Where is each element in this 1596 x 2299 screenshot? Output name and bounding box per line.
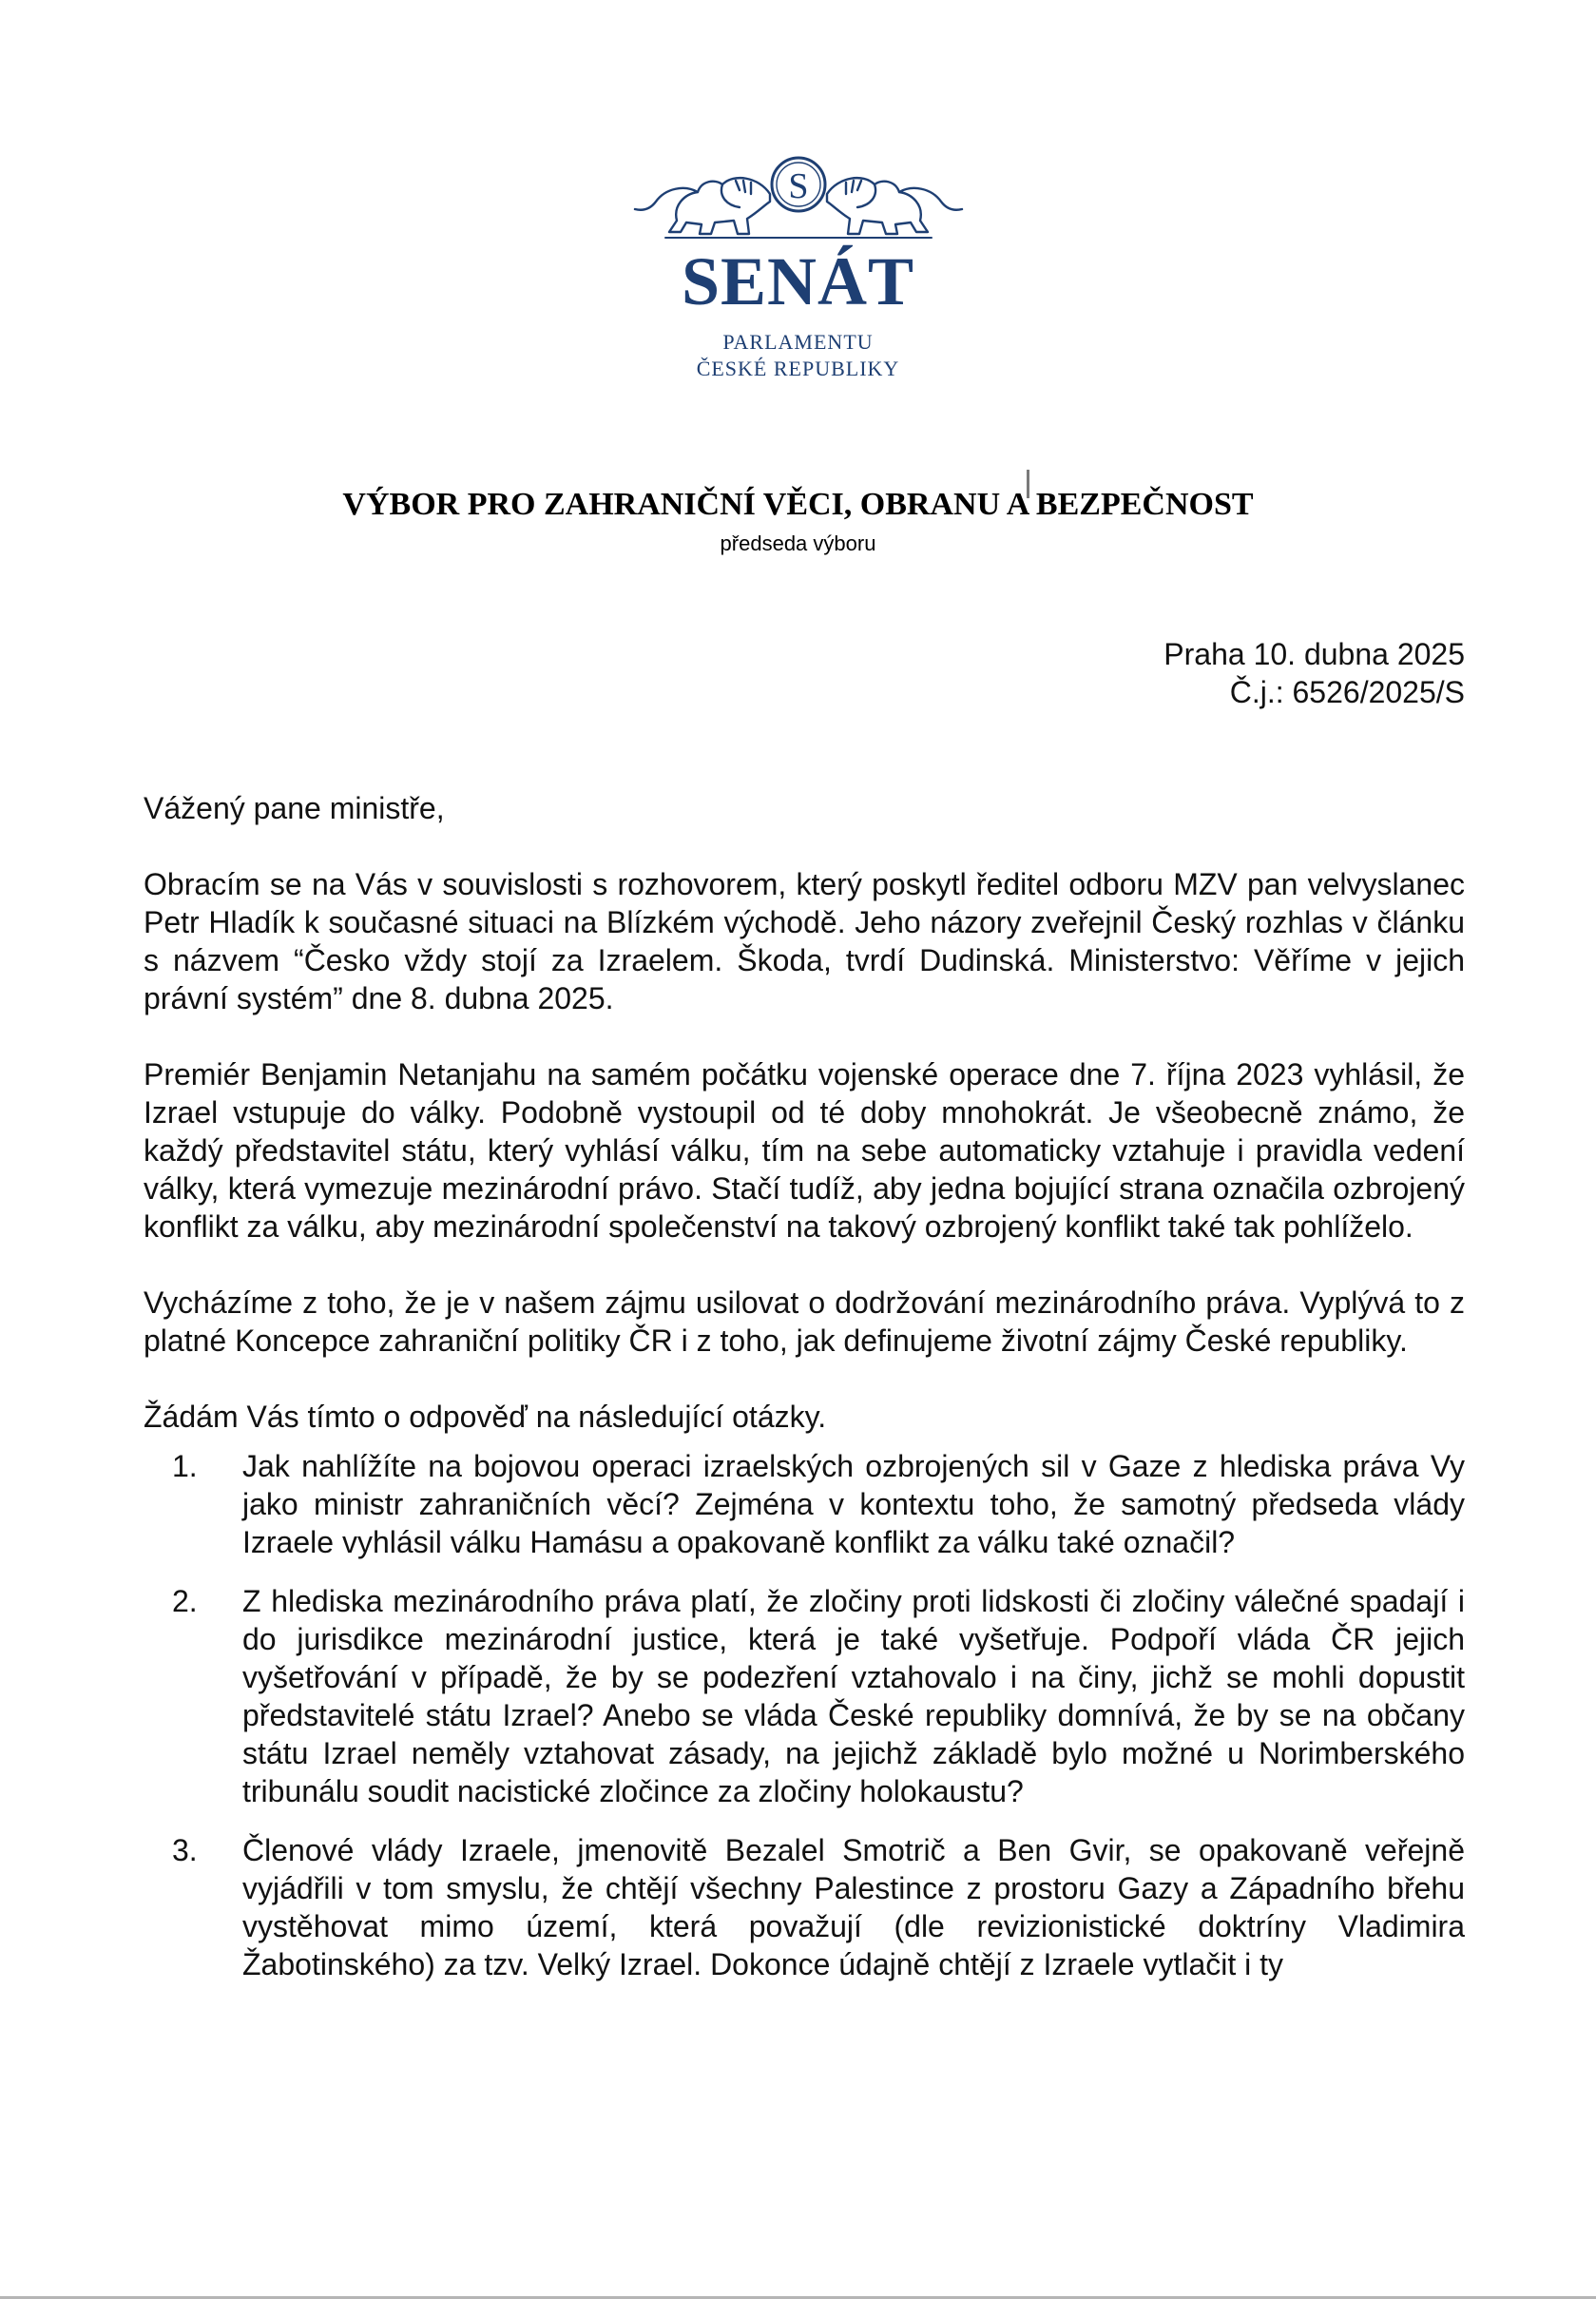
question-number: 2. bbox=[172, 1584, 198, 1618]
letter-meta bbox=[1163, 635, 1465, 711]
letter-body bbox=[144, 789, 1465, 2004]
reference-number: Č.j.: 6526/2025/S bbox=[1229, 675, 1465, 709]
paragraph: Obracím se na Vás v souvislosti s rozhovorem, který poskytl ředitel odboru MZV pan velvyslanec Petr Hladík k současné situaci na Blízkém východě. Jeho názory zveřejnil Český rozhlas v článku s názvem “Česko vždy stojí za Izraelem. Škoda, tvrdí Dudinská. Ministerstvo: Věříme v jejich právní systém” dne 8. dubna 2025. bbox=[144, 867, 1465, 1015]
question-text: Z hlediska mezinárodního práva platí, že zločiny proti lidskosti či zločiny válečné spadají i do jurisdikce mezinárodní justice, která je také vyšetřuje. Podpoří vláda ČR jejich vyšetřování v případě, že by se podezření vztahovalo i na činy, jichž se mohli dopustit představitelé státu Izrael? Anebo se vláda České republiky domnívá, že by se na občany státu Izrael neměly vztahovat zásady, na jejichž základě bylo možné u Norimberského tribunálu soudit nacistické zločince za zločiny holokaustu? bbox=[242, 1584, 1465, 1808]
committee-role: předseda výboru bbox=[720, 531, 876, 555]
senat-subtitle-line1: PARLAMENTU bbox=[722, 330, 874, 354]
question-item bbox=[144, 1582, 1465, 1810]
question-number: 3. bbox=[172, 1833, 198, 1867]
senat-subtitle-line2: ČESKÉ REPUBLIKY bbox=[696, 357, 900, 380]
paragraph: Vycházíme z toho, že je v našem zájmu usilovat o dodržování mezinárodního práva. Vyplývá to z platné Koncepce zahraniční politiky ČR i z toho, jak definujeme životní zájmy České republiky. bbox=[144, 1285, 1465, 1358]
salutation: Vážený pane ministře, bbox=[144, 791, 445, 825]
senat-wordmark: SENÁT bbox=[681, 243, 915, 319]
svg-text:S: S bbox=[787, 166, 809, 206]
paragraph: Premiér Benjamin Netanjahu na samém počátku vojenské operace dne 7. října 2023 vyhlásil, že Izrael vstupuje do války. Podobně vystoupil od té doby mnohokrát. Je všeobecně známo, že každý představitel státu, který vyhlásí válku, tím na sebe automaticky vztahuje i pravidla vedení války, která vymezuje mezinárodní právo. Stačí tudíž, aby jedna bojující strana označila ozbrojený konflikt za válku, aby mezinárodní společenství na takový ozbrojený konflikt také tak pohlíželo. bbox=[144, 1057, 1465, 1244]
committee-name: VÝBOR PRO ZAHRANIČNÍ VĚCI, OBRANU A BEZPEČNOST bbox=[342, 487, 1254, 522]
question-text: Jak nahlížíte na bojovou operaci izraelských ozbrojených sil v Gaze z hlediska práva Vy jako ministr zahraničních věcí? Zejména v kontextu toho, že samotný předseda vlády Izraele vyhlásil válku Hamásu a opakovaně konflikt za válku také označil? bbox=[242, 1449, 1465, 1559]
question-number: 1. bbox=[172, 1449, 198, 1483]
lions-emblem-icon bbox=[627, 152, 970, 243]
question-item bbox=[144, 1831, 1465, 1983]
place-date: Praha 10. dubna 2025 bbox=[1163, 637, 1465, 671]
questions-list bbox=[144, 1447, 1465, 1983]
question-item bbox=[144, 1447, 1465, 1561]
senat-logo bbox=[0, 152, 1596, 382]
questions-intro: Žádám Vás tímto o odpověď na následující otázky. bbox=[144, 1400, 827, 1434]
question-text: Členové vlády Izraele, jmenovitě Bezalel Smotrič a Ben Gvir, se opakovaně veřejně vyjádřili v tom smyslu, že chtějí všechny Palestince z prostoru Gazy a Západního břehu vystěhovat mimo území, která považují (dle revizionistické doktríny Vladimira Žabotinského) za tzv. Velký Izrael. Dokonce údajně chtějí z Izraele vytlačit i ty bbox=[242, 1833, 1465, 1981]
